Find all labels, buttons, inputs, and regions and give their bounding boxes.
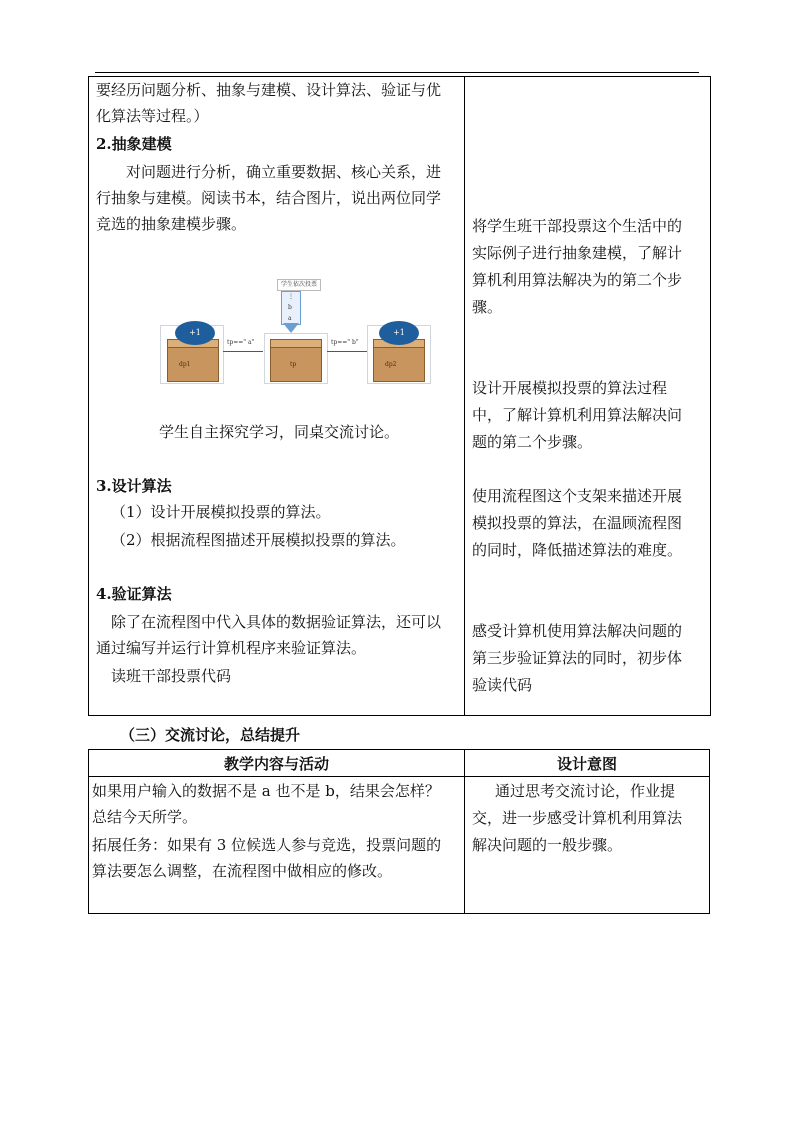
bubble-plus-one: +1	[379, 321, 419, 345]
activity-cell	[89, 777, 465, 914]
figure-caption: 学生自主探究学习，同桌交流讨论。	[159, 423, 400, 441]
paragraph-line: 总结今天所学。	[92, 808, 198, 826]
section-heading: 4.验证算法	[96, 585, 172, 603]
intent-line: 题的第二个步骤。	[472, 433, 593, 451]
stack-dots: ⋮	[288, 293, 294, 300]
intent-line: 将学生班干部投票这个生活中的	[472, 217, 683, 235]
intro-text: 要经历问题分析、抽象与建模、设计算法、验证与优	[96, 81, 442, 99]
section-title: （三）交流讨论，总结提升	[120, 726, 301, 744]
paragraph-line: 对问题进行分析，确立重要数据、核心关系，进	[126, 163, 442, 181]
activity-cell	[89, 77, 465, 716]
arrow-left-label: tp==" a"	[227, 339, 255, 346]
intent-line: 通过思考交流讨论，作业提	[495, 782, 676, 800]
intent-line: 的同时，降低描述算法的难度。	[472, 541, 683, 559]
paragraph-line: 行抽象与建模。阅读书本，结合图片，说出两位同学	[96, 189, 442, 207]
lesson-table-part	[88, 76, 711, 716]
discussion-table	[88, 749, 710, 914]
section-heading: 3.设计算法	[96, 477, 172, 495]
intent-line: 验读代码	[472, 676, 533, 694]
header-intent: 设计意图	[465, 750, 710, 777]
stack-b: b	[288, 304, 292, 311]
voting-model-figure	[157, 271, 427, 385]
ballot-box-dp1	[167, 347, 219, 382]
paragraph-line: 算法要怎么调整，在流程图中做相应的修改。	[92, 862, 393, 880]
list-item: （1）设计开展模拟投票的算法。	[111, 503, 331, 521]
intent-line: 第三步验证算法的同时，初步体	[472, 649, 683, 667]
down-arrow-icon	[283, 323, 299, 333]
list-item: （2）根据流程图描述开展模拟投票的算法。	[111, 531, 406, 549]
vote-stack	[281, 291, 301, 325]
ballot-box-dp2	[373, 347, 425, 382]
box-label: dp2	[385, 361, 397, 368]
intent-line: 解决问题的一般步骤。	[472, 836, 623, 854]
paragraph-line: 除了在流程图中代入具体的数据验证算法，还可以	[111, 613, 442, 631]
paragraph-line: 竞选的抽象建模步骤。	[96, 215, 247, 233]
box-label: tp	[290, 361, 297, 368]
arrow-left	[223, 351, 263, 352]
intent-line: 使用流程图这个支架来描述开展	[472, 487, 683, 505]
intent-cell	[465, 77, 711, 716]
paragraph-line: 拓展任务：如果有 3 位候选人参与竞选，投票问题的	[92, 836, 442, 854]
section-heading: 2.抽象建模	[96, 135, 172, 153]
intent-line: 感受计算机使用算法解决问题的	[472, 622, 683, 640]
arrow-right-label: tp==" b"	[331, 339, 359, 346]
intent-cell	[465, 777, 710, 914]
intro-text: 化算法等过程。）	[96, 107, 209, 125]
figure-top-label: 学生依次投票	[277, 279, 321, 291]
arrow-right	[327, 351, 367, 352]
header-rule	[95, 72, 699, 73]
box-label: dp1	[179, 361, 191, 368]
bubble-plus-one: +1	[175, 321, 215, 345]
paragraph-line: 通过编写并运行计算机程序来验证算法。	[96, 639, 367, 657]
intent-line: 模拟投票的算法，在温顾流程图	[472, 514, 683, 532]
intent-line: 算机利用算法解决为的第二个步	[472, 271, 683, 289]
intent-line: 骤。	[472, 298, 503, 316]
intent-line: 设计开展模拟投票的算法过程	[472, 379, 668, 397]
paragraph-line: 读班干部投票代码	[111, 667, 232, 685]
intent-line: 实际例子进行抽象建模，了解计	[472, 244, 683, 262]
intent-line: 中，了解计算机利用算法解决问	[472, 406, 683, 424]
header-activity: 教学内容与活动	[89, 750, 465, 777]
paragraph-line: 如果用户输入的数据不是 a 也不是 b，结果会怎样？	[92, 782, 440, 800]
intent-line: 交，进一步感受计算机利用算法	[472, 809, 683, 827]
stack-a: a	[288, 315, 292, 322]
